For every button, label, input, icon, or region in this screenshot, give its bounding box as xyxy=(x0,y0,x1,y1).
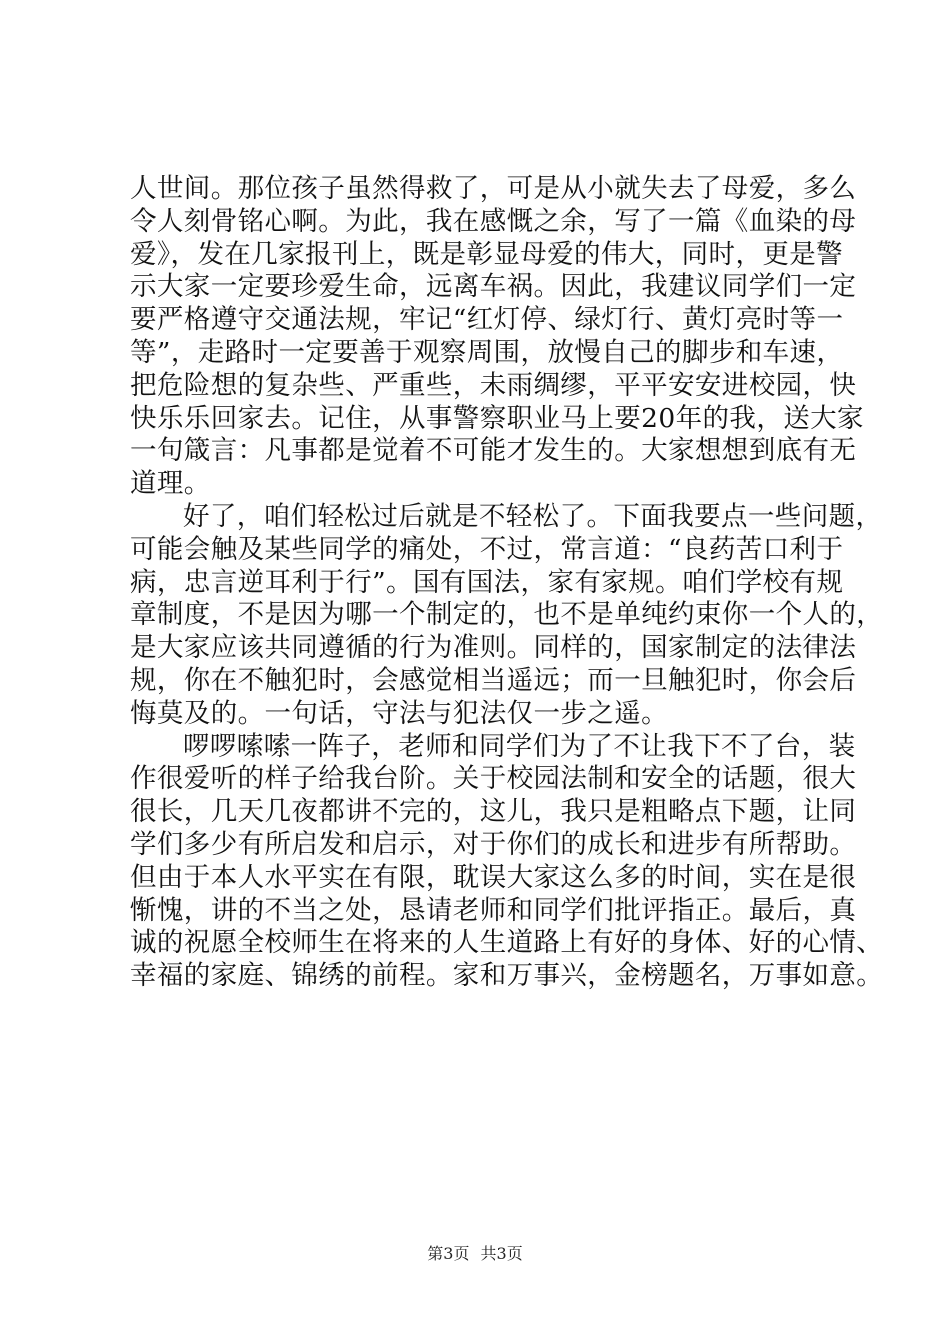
document-body xyxy=(130,173,884,993)
page-total: 共3页 xyxy=(480,1244,523,1263)
paragraph-1 xyxy=(130,173,864,501)
text-line: 章制度，不是因为哪一个制定的，也不是单纯约束你一个人的， xyxy=(130,599,884,631)
text-line: 诚的祝愿全校师生在将来的人生道路上有好的身体、好的心情、 xyxy=(130,927,884,959)
text-line: 等”，走路时一定要善于观察周围，放慢自己的脚步和车速， xyxy=(130,336,844,368)
text-line: 爱》，发在几家报刊上，既是彰显母爱的伟大，同时，更是警 xyxy=(130,238,844,270)
page-footer xyxy=(0,1244,950,1264)
text-line: 惭愧，讲的不当之处，恳请老师和同学们批评指正。最后，真 xyxy=(130,894,857,926)
page-number: 第3页 xyxy=(427,1244,470,1263)
text-line: 快乐乐回家去。记住，从事警察职业马上要20年的我，送大家 xyxy=(130,402,864,434)
text-line: 作很爱听的样子给我台阶。关于校园法制和安全的话题，很大 xyxy=(130,763,857,795)
paragraph-2 xyxy=(130,500,884,731)
text-line: 可能会触及某些同学的痛处，不过，常言道：“良药苦口利于 xyxy=(130,533,844,565)
text-line: 示大家一定要珍爱生命，远离车祸。因此，我建议同学们一定 xyxy=(130,271,857,303)
paragraph-3 xyxy=(130,730,884,993)
text-line: 令人刻骨铭心啊。为此，我在感慨之余，写了一篇《血染的母 xyxy=(130,205,857,237)
text-line: 把危险想的复杂些、严重些，未雨绸缪，平平安安进校园，快 xyxy=(130,369,857,401)
text-line: 很长，几天几夜都讲不完的，这儿，我只是粗略点下题，让同 xyxy=(130,796,857,828)
text-line: 是大家应该共同遵循的行为准则。同样的，国家制定的法律法 xyxy=(130,632,857,664)
text-line: 规，你在不触犯时，会感觉相当遥远；而一旦触犯时，你会后 xyxy=(130,664,857,696)
text-line: 道理。 xyxy=(130,468,211,500)
text-line: 但由于本人水平实在有限，耽误大家这么多的时间，实在是很 xyxy=(130,861,857,893)
text-line: 好了，咱们轻松过后就是不轻松了。下面我要点一些问题， xyxy=(183,500,883,532)
text-line: 啰啰嗦嗦一阵子，老师和同学们为了不让我下不了台，装 xyxy=(183,730,856,762)
text-line: 病，忠言逆耳利于行”。国有国法，家有家规。咱们学校有规 xyxy=(130,566,844,598)
text-line: 幸福的家庭、锦绣的前程。家和万事兴，金榜题名，万事如意。 xyxy=(130,960,884,992)
text-line: 人世间。那位孩子虽然得救了，可是从小就失去了母爱，多么 xyxy=(130,173,857,204)
text-line: 学们多少有所启发和启示，对于你们的成长和进步有所帮助。 xyxy=(130,828,857,860)
text-line: 悔莫及的。一句话，守法与犯法仅一步之遥。 xyxy=(130,697,668,729)
text-line: 一句箴言：凡事都是觉着不可能才发生的。大家想想到底有无 xyxy=(130,435,857,467)
text-line: 要严格遵守交通法规，牢记“红灯停、绿灯行、黄灯亮时等一 xyxy=(130,304,844,336)
